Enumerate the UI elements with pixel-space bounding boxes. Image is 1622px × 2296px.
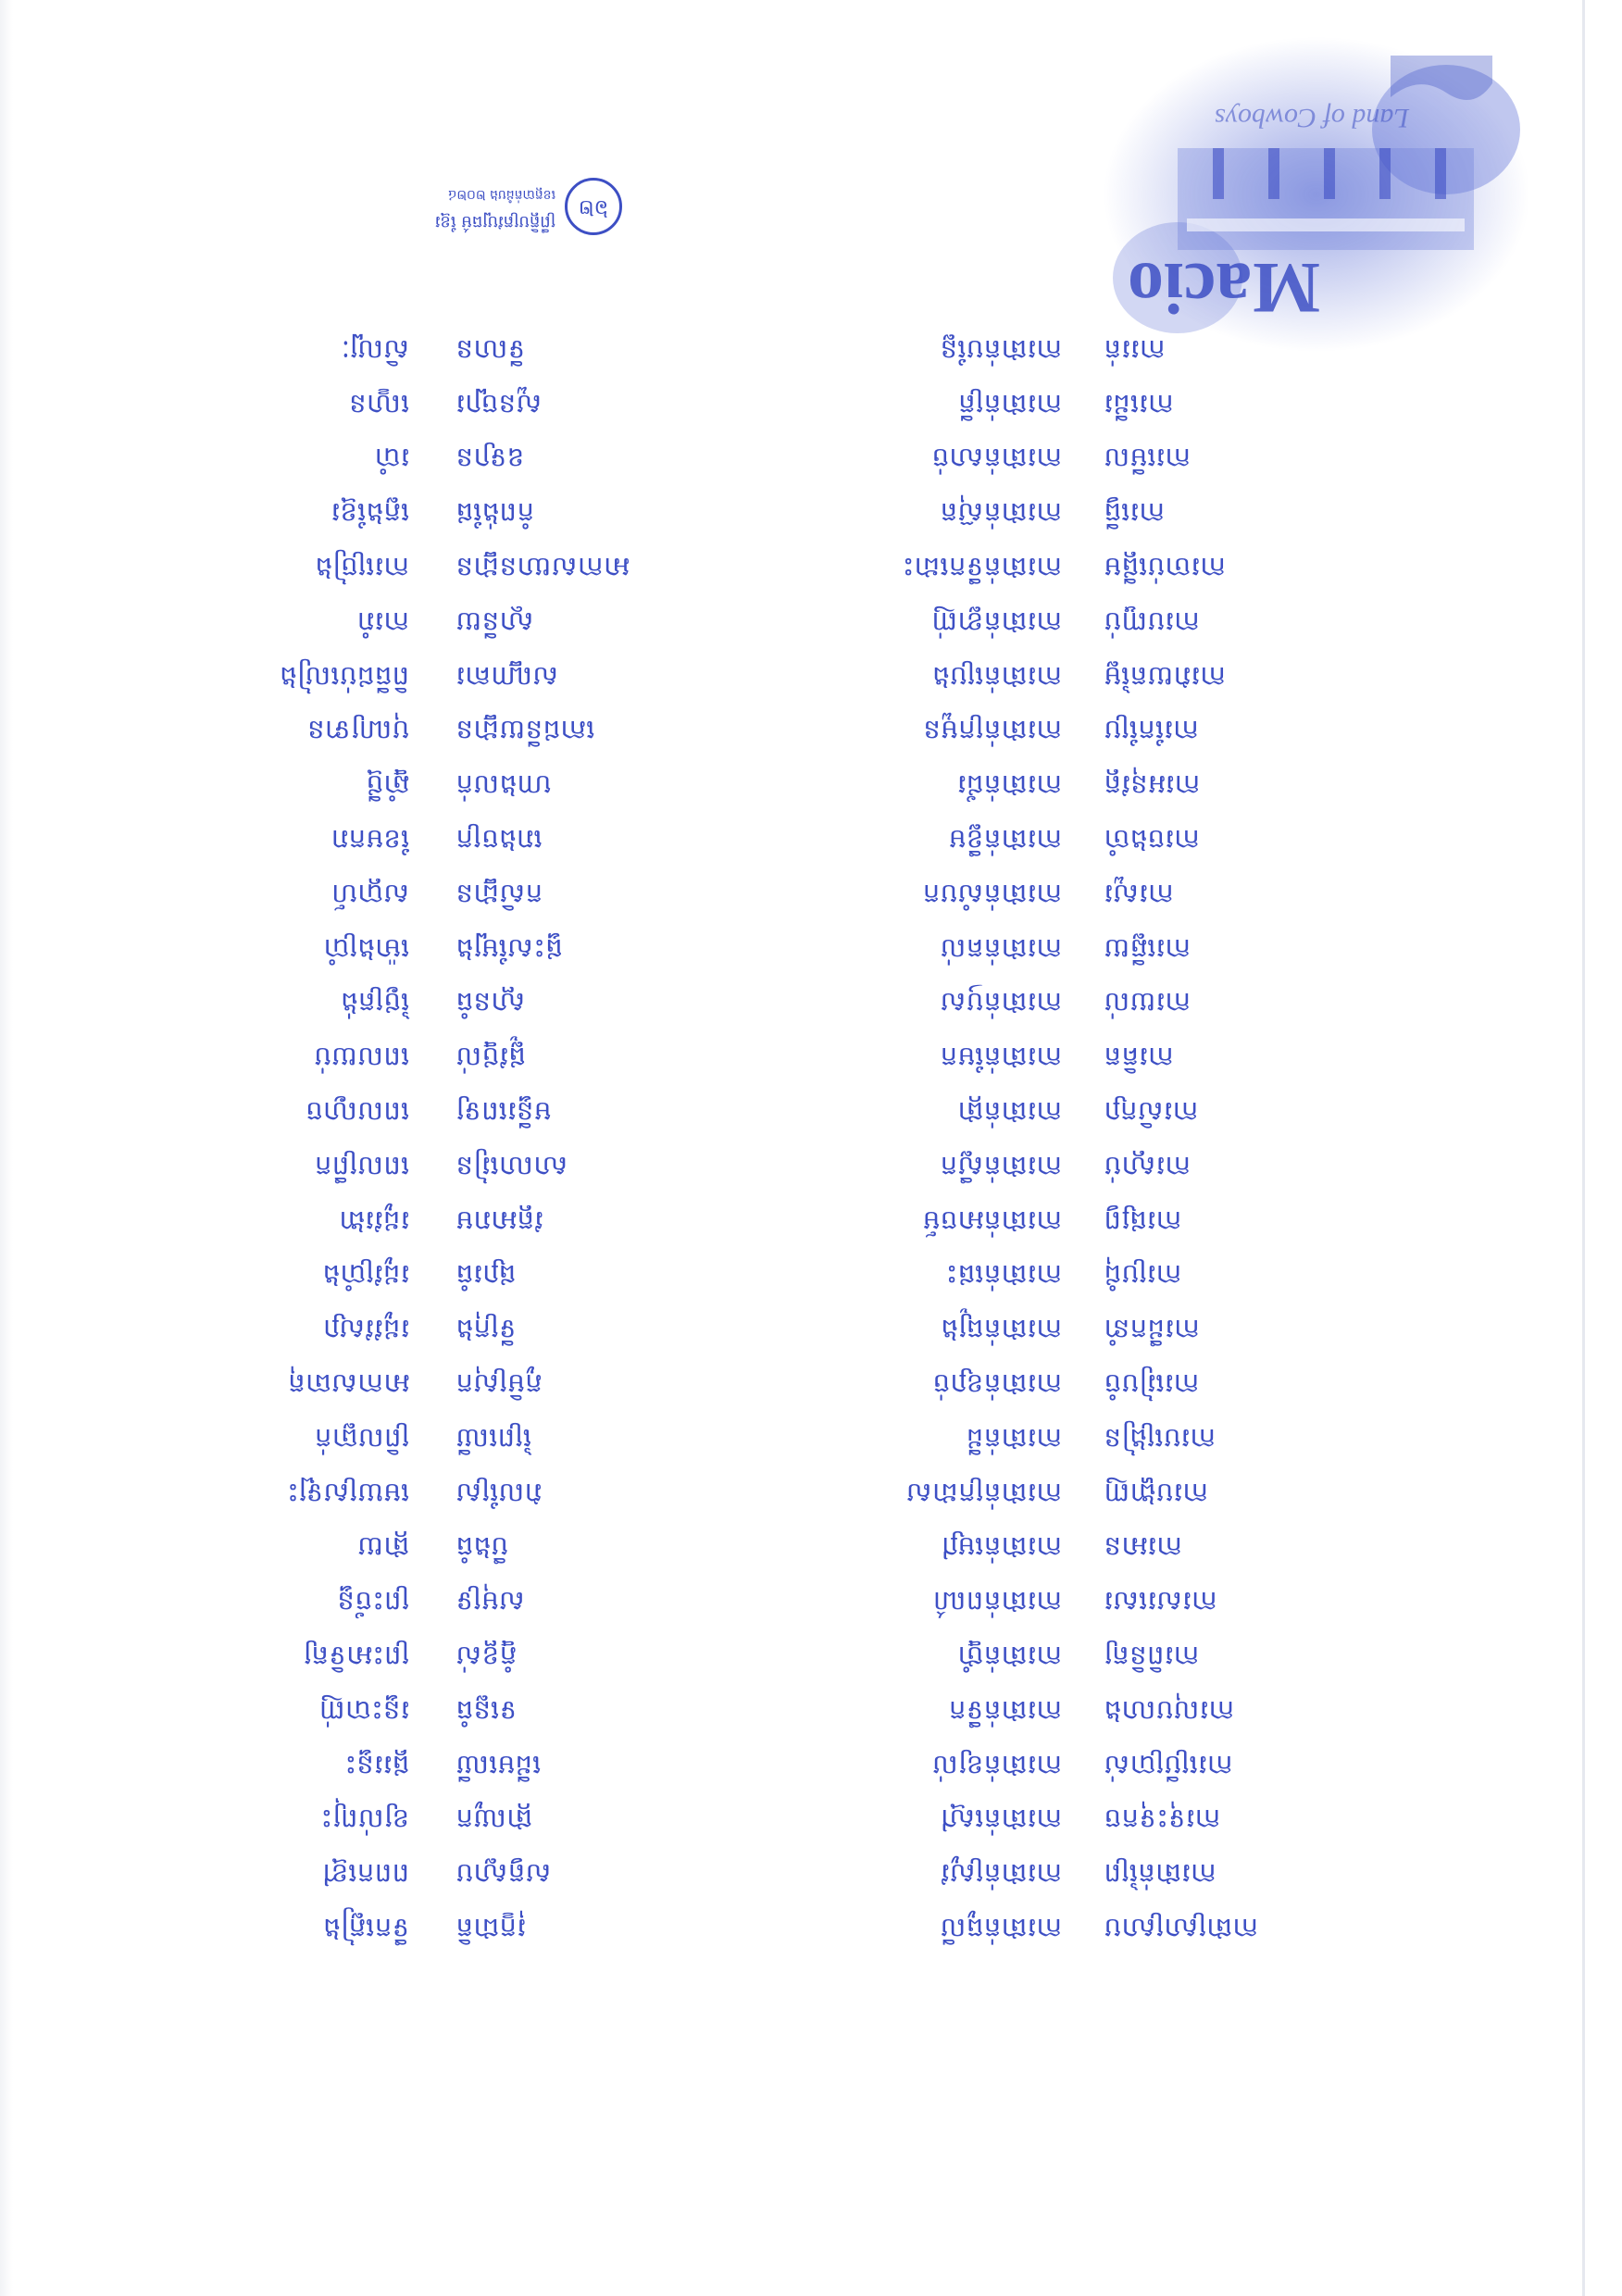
word-entry: ផ្គររន្ទះ <box>344 1749 409 1781</box>
word-entry: ព្រះច័ន្ទ <box>336 1586 409 1618</box>
page-number: ៦២ <box>565 178 622 235</box>
word-entry: ឧទ្យាន <box>455 443 525 475</box>
word-entry: ការពិនិត្យ <box>1104 1641 1200 1673</box>
word-entry: សប្តាហ៍ <box>331 878 409 910</box>
word-entry: ការវាយតម្លៃ <box>1104 660 1226 693</box>
word-entry: រុក្ខជាតិ <box>455 1913 526 1944</box>
word-entry: ការស្តាប់ <box>1104 1150 1192 1182</box>
word-column-1 <box>1104 322 1381 1955</box>
word-column-2 <box>784 322 1062 1955</box>
word-entry: ការឆ្លើយ <box>1104 932 1192 965</box>
word-entry: ថ្ងៃត្រង់ <box>340 987 409 1019</box>
word-entry: ការផាត់មែក <box>940 1042 1062 1074</box>
word-entry: ទន្លេធំ <box>455 1694 517 1727</box>
word-entry: ការអាន <box>1104 1531 1182 1564</box>
word-entry: ការចាប់ផ្តើម <box>1104 552 1226 584</box>
word-entry: រោងចក្រ <box>455 824 543 856</box>
word-entry: របាំ <box>374 443 409 475</box>
word-entry: មន្ទីរពេទ្យ <box>455 1096 552 1129</box>
footer-title: ព្រឹត្តិបត្រវប្បធម៌ ខ្មែរ <box>434 212 555 231</box>
word-entry: ការប្រើប្រាស់ <box>1104 1749 1233 1781</box>
word-entry: មេឃស្រឡះ <box>286 1477 409 1509</box>
word-entry: ការផាត់ស៊ុត <box>940 497 1062 530</box>
word-entry: ការផាត់ខ្លាញ់ <box>930 605 1062 638</box>
word-entry: សួនច្បារ <box>455 388 543 420</box>
word-entry: រដូវប្រាំង <box>322 1259 409 1292</box>
word-entry: ការធ្វើ <box>1104 497 1165 530</box>
word-entry: ផ្សារធំ <box>455 1259 516 1292</box>
word-entry: ការបង្ហាញ <box>1104 1477 1208 1509</box>
word-entry: សិល្បៈ <box>341 333 409 366</box>
word-entry: សមុទ្រ <box>455 1586 525 1618</box>
word-entry: សណ្ឋាគារ <box>455 660 559 693</box>
word-entry: ទីលាន <box>455 333 526 366</box>
word-entry: ពិធីជប់លៀង <box>279 660 409 693</box>
word-entry: ការផាត់ទឹកដោះ <box>902 552 1062 584</box>
word-entry: រន្ទះបាញ់ <box>318 1694 409 1727</box>
word-entry: ការផាត់ធ្យូង <box>940 1314 1062 1346</box>
word-entry: ការផាត់អាចម៍ <box>922 1204 1062 1237</box>
word-entry: ការផាត់ផេះ <box>945 1259 1062 1292</box>
word-entry: ការផាត់ឫស <box>940 987 1062 1019</box>
vignette-script: Land of Cowboys <box>1214 103 1409 133</box>
word-entry: ពេលល្ងាច <box>305 1096 409 1129</box>
word-entry: ការយល់ <box>1104 987 1192 1019</box>
word-entry: ខែមករា <box>331 824 409 856</box>
word-entry: ការផាត់ទឹក <box>948 1694 1062 1727</box>
word-entry: ការផាត់សាច់ <box>930 443 1062 475</box>
word-entry: ស្ពានធំ <box>455 987 526 1019</box>
word-entry: ទីក្រុង <box>455 1314 517 1346</box>
word-entry: ភ្លេងខ្មែរ <box>331 497 409 530</box>
word-entry: សាលារៀន <box>455 1150 568 1182</box>
word-entry: ការចងចាំ <box>1104 824 1200 856</box>
word-entry: ការផាត់ព្រៃ <box>1104 1858 1216 1890</box>
word-entry: ការគិត <box>1104 1042 1174 1074</box>
word-entry: ការផាត់ផ្កា <box>957 1096 1062 1129</box>
word-entry: ឆ្នាំថ្មី <box>365 769 409 802</box>
word-entry: បុណ្យទាន <box>306 715 409 747</box>
word-entry: ការផាត់សំបក <box>922 878 1062 910</box>
word-entry: ល្ខោន <box>348 388 409 420</box>
word-entry: ដើមឈើ <box>455 1749 542 1781</box>
word-entry: ការផាត់ស្លឹក <box>940 1150 1062 1182</box>
word-entry: ការផាត់ត្រី <box>957 388 1062 420</box>
word-entry: ការរត់ <box>1104 333 1166 366</box>
word-entry: ការប្រជុំ <box>1104 1259 1182 1292</box>
word-entry: ភោជនីយដ្ឋាន <box>455 715 595 747</box>
word-entry: វាលស្រែ <box>455 1477 542 1509</box>
word-entry: ភូមិស្រុក <box>455 1368 543 1401</box>
word-entry: ការរាំ <box>356 605 409 638</box>
word-entry: កំពង់ផែ <box>455 497 534 530</box>
word-entry: ពពកខ្មៅ <box>321 1858 409 1890</box>
word-entry: ការផាត់ខ្លឹម <box>948 824 1062 856</box>
word-entry: រដូវវស្សា <box>322 1314 409 1346</box>
word-entry: ហាងលក់ <box>455 769 552 802</box>
word-entry: ផ្កាយ <box>356 1531 409 1564</box>
word-entry: ម៉ោងប្រាំ <box>323 932 409 965</box>
word-entry: ការដើរ <box>1104 388 1174 420</box>
word-entry: ការផាត់ធូលី <box>940 1913 1062 1944</box>
word-entry: ការមើល <box>1104 443 1192 475</box>
word-entry: ការផាត់ក្រដាស <box>905 1477 1062 1509</box>
word-column-4 <box>131 322 409 1955</box>
word-entry: ខ្យល់ព្យុះ <box>320 1803 409 1836</box>
word-entry: ការច្រៀង <box>314 552 409 584</box>
word-entry: ការផាត់ស្រូវ <box>940 1858 1062 1890</box>
word-entry: ការបញ្ចប់ <box>1104 605 1200 638</box>
footer-subtitle: ខេត្តបាត់ដំបង ២០២៤ <box>447 187 555 202</box>
word-entry: ការរៀបចំ <box>1104 1368 1200 1401</box>
word-entry: ការផាត់គល់ <box>940 932 1062 965</box>
word-entry: សត្វស្លាប <box>455 1858 552 1890</box>
word-entry: ការដឹកនាំ <box>1104 1314 1200 1346</box>
word-entry: ផ្លូវថ្នល់ <box>455 1042 526 1074</box>
decorative-vignette <box>1104 28 1529 361</box>
word-entry: ការអនុវត្ត <box>1104 769 1201 802</box>
word-entry: វត្តអារាម <box>455 1204 543 1237</box>
word-entry: ស្ថានីយ <box>455 605 534 638</box>
word-entry: ពេលយប់ <box>313 1042 409 1074</box>
page-footer <box>270 139 622 250</box>
word-entry: ការសិក្សា <box>1104 1096 1199 1129</box>
word-list <box>178 333 1381 1955</box>
word-entry: អាកាសយានដ្ឋាន <box>455 552 630 584</box>
word-entry: រដូវរងា <box>338 1204 409 1237</box>
word-entry: ព្រះអាទិត្យ <box>303 1641 409 1673</box>
word-entry: ការទុះទុកច <box>1104 1803 1221 1836</box>
word-entry: បឹងធំ <box>455 1531 508 1564</box>
word-entry: ការបង្រៀន <box>1104 1422 1216 1454</box>
vignette-caption: Macio <box>1128 248 1320 329</box>
word-entry: អាកាសធាតុ <box>287 1368 409 1401</box>
word-entry: ការផាត់ខ្សាច់ <box>931 1368 1062 1401</box>
word-entry: ការផាត់ជ័រ <box>956 769 1062 802</box>
word-entry: ការផាត់បន្លែ <box>940 333 1062 366</box>
word-entry: ការផាត់ក្រមួន <box>922 715 1062 747</box>
word-entry: ភ្នំខ្ពស់ <box>455 1641 517 1673</box>
word-entry: ផ្កាឈូក <box>455 1803 532 1836</box>
word-entry: ផ្ទះសម្បែង <box>455 932 563 965</box>
word-entry: ការផាត់ថ្នាំ <box>957 1641 1062 1673</box>
word-column-3 <box>455 322 733 1955</box>
word-entry: ការផាត់ស្មៅ <box>940 1803 1062 1836</box>
word-entry: កសិដ្ឋាន <box>455 878 543 910</box>
word-entry: ការផាត់ខ្យល់ <box>931 1749 1062 1781</box>
word-entry: កាផាស្រាស្រាប <box>1104 1913 1259 1944</box>
word-entry: ព្រៃឈើ <box>455 1422 531 1454</box>
word-entry: ការផាត់ប្រេង <box>931 660 1062 693</box>
word-entry: ព្រិលធ្លាក់ <box>314 1422 409 1454</box>
word-entry: ការសរសេរ <box>1104 1586 1217 1618</box>
word-entry: ការផាត់ដី <box>966 1422 1062 1454</box>
word-entry: ការផាត់ម្សៅ <box>941 1531 1062 1564</box>
word-entry: ការផាត់ពណ៌ <box>932 1586 1062 1618</box>
word-entry: ការផ្សព្វ <box>1104 1204 1182 1237</box>
word-entry: ការសួរ <box>1104 878 1174 910</box>
word-entry: ទឹកភ្លៀង <box>322 1913 409 1944</box>
word-entry: ការកែប្រែ <box>1104 715 1199 747</box>
word-entry: ការលុបលាង <box>1104 1694 1235 1727</box>
word-entry: ពេលព្រឹក <box>314 1150 409 1182</box>
